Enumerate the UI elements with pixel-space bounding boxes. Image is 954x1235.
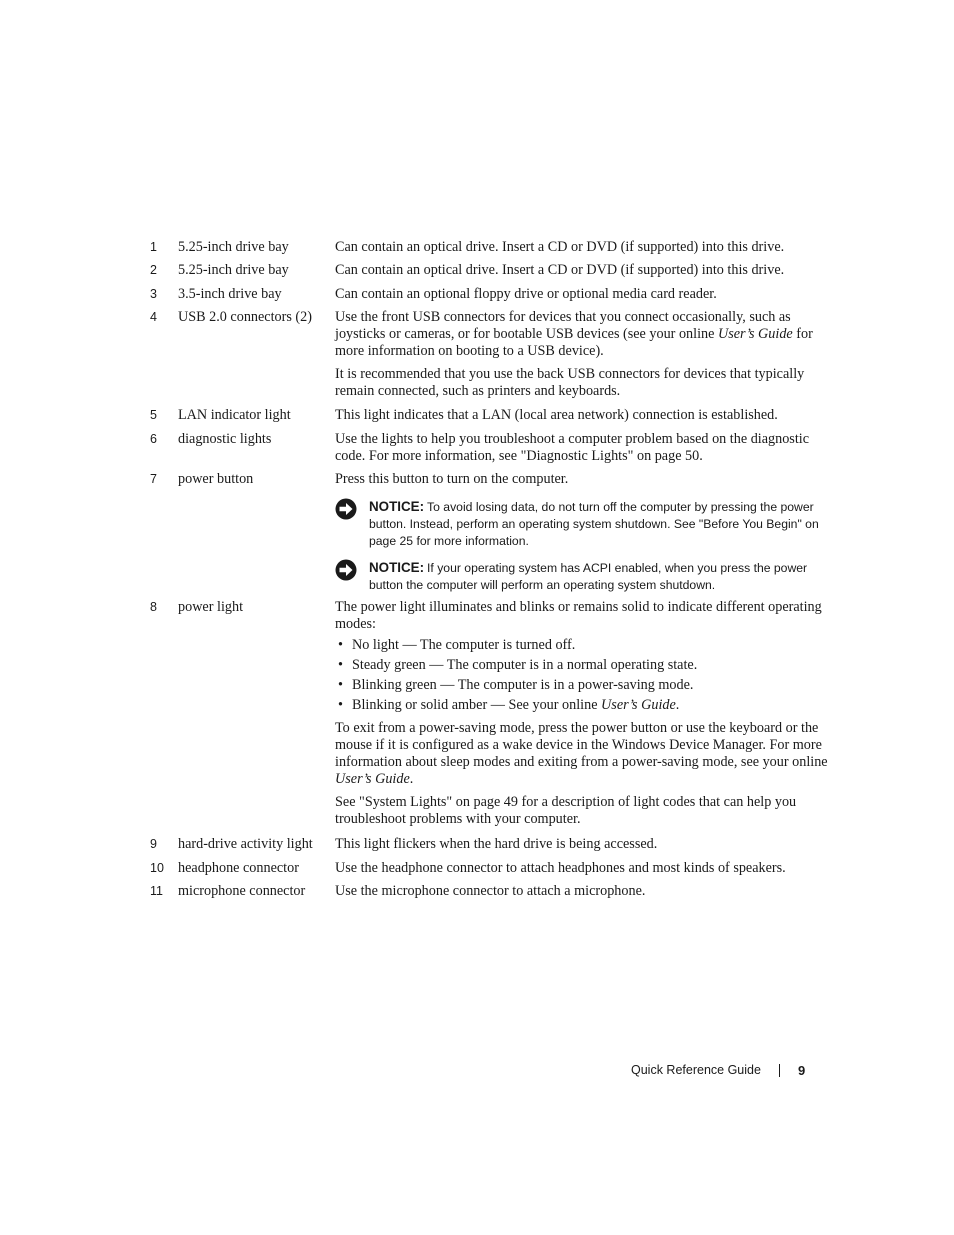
item-number: 7 xyxy=(150,472,157,486)
item-number: 9 xyxy=(150,837,157,851)
item-number: 6 xyxy=(150,432,157,446)
item-number: 3 xyxy=(150,287,157,301)
item-description xyxy=(335,239,840,256)
list-item: • Blinking green — The computer is in a power-saving mode. xyxy=(335,677,840,694)
notice-box xyxy=(335,559,840,594)
item-number: 11 xyxy=(150,884,163,898)
item-name: 5.25-inch drive bay xyxy=(178,239,289,255)
item-name: diagnostic lights xyxy=(178,431,272,447)
item-description xyxy=(335,286,840,303)
description-text: This light indicates that a LAN (local area network) connection is established. xyxy=(335,407,778,423)
description-text: See "System Lights" on page 49 for a description of light codes that can help you troubleshoot problems with your computer. xyxy=(335,794,797,827)
description-text: It is recommended that you use the back USB connectors for devices that typically remain connected, such as printers and keyboards. xyxy=(335,366,805,399)
bullet-list xyxy=(335,637,840,714)
list-item: • Steady green — The computer is in a normal operating state. xyxy=(335,657,840,674)
description-text: Use the headphone connector to attach headphones and most kinds of speakers. xyxy=(335,860,786,876)
footer-title: Quick Reference Guide xyxy=(631,1063,761,1077)
notice-label: NOTICE: xyxy=(369,560,425,575)
item-name: 3.5-inch drive bay xyxy=(178,286,282,302)
item-number: 8 xyxy=(150,600,157,614)
notice-arrow-icon xyxy=(335,559,357,581)
notice-text: To avoid losing data, do not turn off the computer by pressing the power button. Instead, perform an operating system shutdown. See "Before You Begin" on page 25 for more information. xyxy=(369,500,819,548)
item-name: 5.25-inch drive bay xyxy=(178,262,289,278)
description-text: Can contain an optional floppy drive or optional media card reader. xyxy=(335,286,717,302)
notice-box xyxy=(335,498,840,550)
item-description xyxy=(335,836,840,853)
item-description xyxy=(335,431,840,465)
notice-arrow-icon xyxy=(335,498,357,520)
item-description xyxy=(335,599,840,828)
item-description xyxy=(335,407,840,424)
item-description xyxy=(335,471,840,488)
description-text: Use the front USB connectors for devices that you connect occasionally, such as joysticks or cameras, or for bootable USB devices (see your online User’s Guide for more information on booting to a USB device). xyxy=(335,309,813,359)
item-description xyxy=(335,860,840,877)
item-number: 10 xyxy=(150,861,164,875)
item-description xyxy=(335,883,840,900)
description-text: Use the microphone connector to attach a microphone. xyxy=(335,883,646,899)
notice-text: If your operating system has ACPI enabled, when you press the power button the computer will perform an operating system shutdown. xyxy=(369,561,808,592)
item-number: 5 xyxy=(150,408,157,422)
item-description xyxy=(335,309,840,400)
list-item: • No light — The computer is turned off. xyxy=(335,637,840,654)
footer-divider xyxy=(779,1064,780,1077)
description-text: To exit from a power-saving mode, press the power button or use the keyboard or the mouse if it is configured as a wake device in the Windows Device Manager. For more information about sleep modes and exiting from a power-saving mode, see your online User’s Guide. xyxy=(335,720,828,787)
item-name: hard-drive activity light xyxy=(178,836,313,852)
item-name: headphone connector xyxy=(178,860,299,876)
item-name: power light xyxy=(178,599,244,615)
item-number: 1 xyxy=(150,240,157,254)
item-name: microphone connector xyxy=(178,883,306,899)
description-text: Can contain an optical drive. Insert a CD or DVD (if supported) into this drive. xyxy=(335,262,785,278)
description-text: The power light illuminates and blinks or remains solid to indicate different operating modes: xyxy=(335,599,822,632)
item-name: power button xyxy=(178,471,254,487)
item-description xyxy=(335,262,840,279)
page-number: 9 xyxy=(798,1063,806,1078)
notice-label: NOTICE: xyxy=(369,499,425,514)
item-number: 2 xyxy=(150,263,157,277)
item-name: LAN indicator light xyxy=(178,407,291,423)
item-number: 4 xyxy=(150,310,157,324)
list-item: • Blinking or solid amber — See your online User’s Guide. xyxy=(335,697,840,714)
item-name: USB 2.0 connectors (2) xyxy=(178,309,312,325)
description-text: Can contain an optical drive. Insert a CD or DVD (if supported) into this drive. xyxy=(335,239,785,255)
description-text: Use the lights to help you troubleshoot a computer problem based on the diagnostic code. For more information, see "Diagnostic Lights" on page 50. xyxy=(335,431,810,464)
description-text: This light flickers when the hard drive is being accessed. xyxy=(335,836,658,852)
description-text: Press this button to turn on the computer. xyxy=(335,471,569,487)
